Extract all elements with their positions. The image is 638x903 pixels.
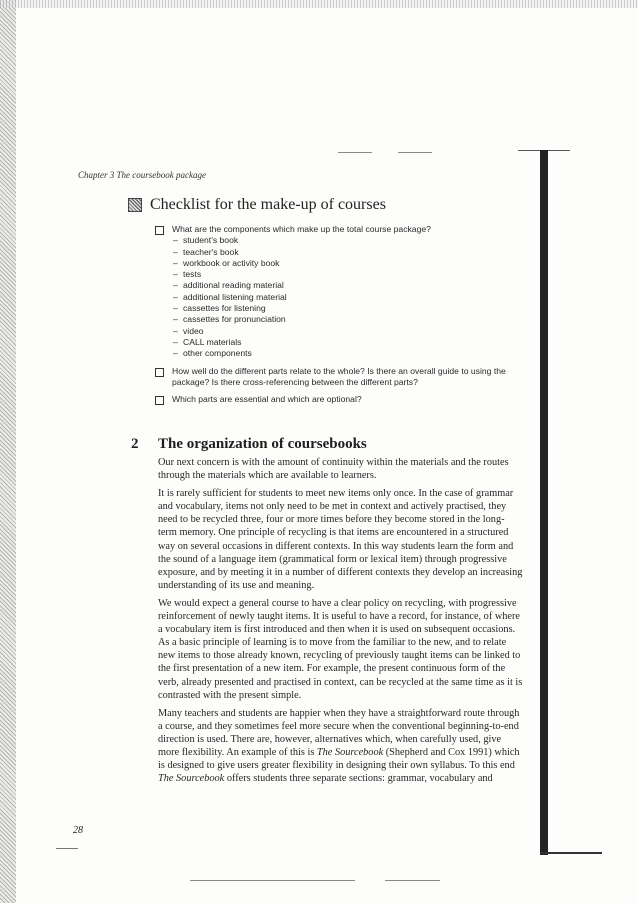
paragraph-text: Many teachers and students are happier when they have a straightforward route through a course, and they sometimes feel more secure when the conventional beginning-to-end direction is used. There are, however, alternatives which, when carefully used, give more flexibility. An example of this is — [158, 707, 520, 758]
scan-speck — [398, 152, 432, 153]
footer-rule — [56, 848, 78, 849]
paragraph: Our next concern is with the amount of continuity within the materials and the routes through the materials which are available to learners. — [158, 457, 509, 482]
list-item: – cassettes for listening — [173, 303, 525, 314]
section-number: 2 — [131, 436, 139, 452]
scan-edge-top — [0, 0, 638, 8]
list-item: – additional listening material — [173, 292, 525, 303]
book-title: The Sourcebook — [158, 773, 225, 785]
question-text: Which parts are essential and which are optional? — [172, 394, 362, 405]
checklist-icon — [128, 198, 142, 212]
list-item: – CALL materials — [173, 337, 525, 348]
binding-shadow-bar — [540, 150, 548, 855]
scan-edge-left — [0, 0, 16, 903]
binding-rule-bottom — [540, 852, 602, 854]
list-item: – additional reading material — [173, 280, 525, 291]
checkbox-icon — [155, 396, 164, 405]
list-item: – video — [173, 326, 525, 337]
scan-speck — [190, 880, 355, 881]
checkbox-icon — [155, 226, 164, 235]
book-title: The Sourcebook — [316, 746, 384, 758]
body-text — [158, 456, 523, 790]
paragraph: It is rarely sufficient for students to meet new items only once. In the case of grammar and vocabulary, items not only need to be met in context and actively practised, they need to be recycled three, four or more times before they become stored in the long-term memory. One principle of recycling is that items are encountered in a structured way on several occasions in different contexts. In this way students learn the form and the sound of a language item (grammatical form or lexical item) through progressive exposure, and by meeting it in a number of different contexts they develop an increasing understanding of its use and meaning. — [158, 488, 523, 591]
paragraph-text: offers students three separate sections: grammar, vocabulary and — [224, 773, 493, 785]
paragraph — [158, 707, 523, 786]
question-text: What are the components which make up the total course package? — [172, 224, 431, 234]
checklist-question — [155, 394, 525, 405]
paragraph-text: (Shepherd and Cox 1991) which is designed to give users greater flexibility in designing their own syllabus. To this end — [158, 746, 520, 772]
list-item: – workbook or activity book — [173, 258, 525, 269]
running-head: Chapter 3 The coursebook package — [78, 170, 206, 180]
component-list — [173, 235, 525, 359]
list-item: – other components — [173, 348, 525, 359]
checkbox-icon — [155, 368, 164, 377]
scan-speck — [338, 152, 372, 153]
checklist-question — [155, 224, 525, 235]
checklist-title: Checklist for the make-up of courses — [150, 196, 386, 213]
scan-speck — [385, 880, 440, 881]
list-item: – teacher's book — [173, 247, 525, 258]
list-item: – student's book — [173, 235, 525, 246]
checklist — [155, 224, 525, 405]
list-item: – cassettes for pronunciation — [173, 314, 525, 325]
checklist-heading — [128, 196, 386, 214]
list-item: – tests — [173, 269, 525, 280]
question-text: How well do the different parts relate to the whole? Is there an overall guide to using the package? Is there cross-referencing between the different parts? — [172, 365, 506, 387]
checklist-question — [155, 366, 525, 389]
page-number: 28 — [73, 825, 83, 836]
paragraph: We would expect a general course to have a clear policy on recycling, with progressive reinforcement of newly taught items. It is useful to have a record, for instance, of where a vocabulary item is first introduced and then when it is used on subsequent occasions. As a basic principle of learning is to move from the familiar to the new, and to relate new items to those already known, recycling of previously taught items can be linked to the first presentation of a new item. For example, the present continuous form of the verb, already presented and practised in context, can be recycled at the same time as it is contrasted with the present simple. — [158, 597, 523, 701]
section-title: The organization of coursebooks — [158, 436, 367, 452]
